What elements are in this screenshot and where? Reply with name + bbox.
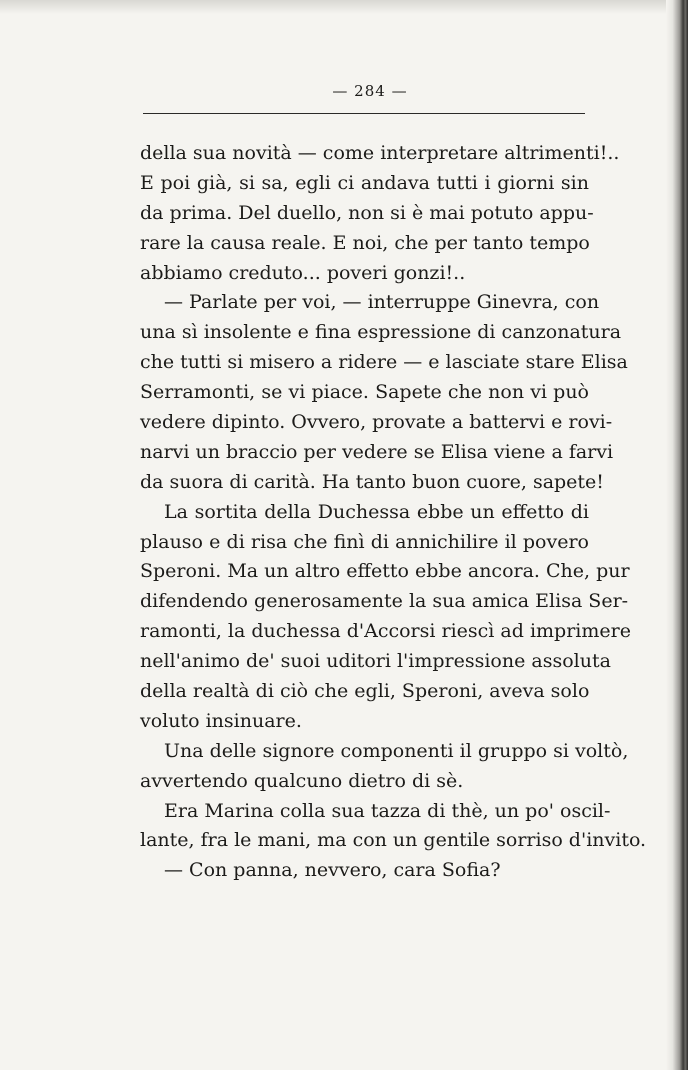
- text-line: avvertendo qualcuno dietro di sè.: [140, 769, 464, 792]
- text-line: Era Marina colla sua tazza di thè, un po' oscil-: [164, 799, 611, 822]
- page-number: — 284 —: [332, 82, 408, 100]
- text-line: lante, fra le mani, ma con un gentile sorriso d'invito.: [140, 829, 647, 852]
- text-line: difendendo generosamente la sua amica Elisa Ser-: [140, 590, 629, 613]
- text-line: vedere dipinto. Ovvero, provate a battervi e rovi-: [140, 411, 613, 434]
- page-top-shadow: [0, 0, 688, 14]
- text-line: La sortita della Duchessa ebbe un effetto di: [164, 500, 589, 523]
- text-line: voluto insinuare.: [140, 709, 302, 732]
- text-line: plauso e di risa che finì di annichilire il povero: [140, 530, 589, 553]
- text-line: rare la causa reale. E noi, che per tanto tempo: [140, 231, 590, 254]
- header-rule: [143, 113, 585, 114]
- text-line: una sì insolente e fina espressione di canzonatura: [140, 321, 622, 344]
- text-line: da prima. Del duello, non si è mai potuto appu-: [140, 201, 594, 224]
- text-line: Speroni. Ma un altro effetto ebbe ancora. Che, pur: [140, 560, 630, 583]
- text-line: abbiamo creduto... poveri gonzi!..: [140, 261, 466, 284]
- text-line: narvi un braccio per vedere se Elisa viene a farvi: [140, 440, 614, 463]
- text-line: della realtà di ciò che egli, Speroni, aveva solo: [140, 680, 590, 703]
- text-line: — Parlate per voi, — interruppe Ginevra, con: [164, 291, 600, 314]
- text-line: E poi già, si sa, egli ci andava tutti i giorni sin: [140, 171, 589, 194]
- text-line: — Con panna, nevvero, cara Sofia?: [164, 859, 501, 882]
- body-text: [140, 139, 647, 886]
- text-line: Serramonti, se vi piace. Sapete che non vi può: [140, 381, 589, 404]
- text-line: ramonti, la duchessa d'Accorsi riescì ad imprimere: [140, 620, 631, 643]
- text-line: nell'animo de' suoi uditori l'impressione assoluta: [140, 650, 611, 673]
- text-line: che tutti si misero a ridere — e lasciate stare Elisa: [140, 351, 628, 374]
- book-binding-edge: [666, 0, 688, 1070]
- text-line: da suora di carità. Ha tanto buon cuore, sapete!: [140, 470, 604, 493]
- text-line: della sua novità — come interpretare altrimenti!..: [140, 142, 620, 164]
- text-line: Una delle signore componenti il gruppo si voltò,: [164, 739, 629, 762]
